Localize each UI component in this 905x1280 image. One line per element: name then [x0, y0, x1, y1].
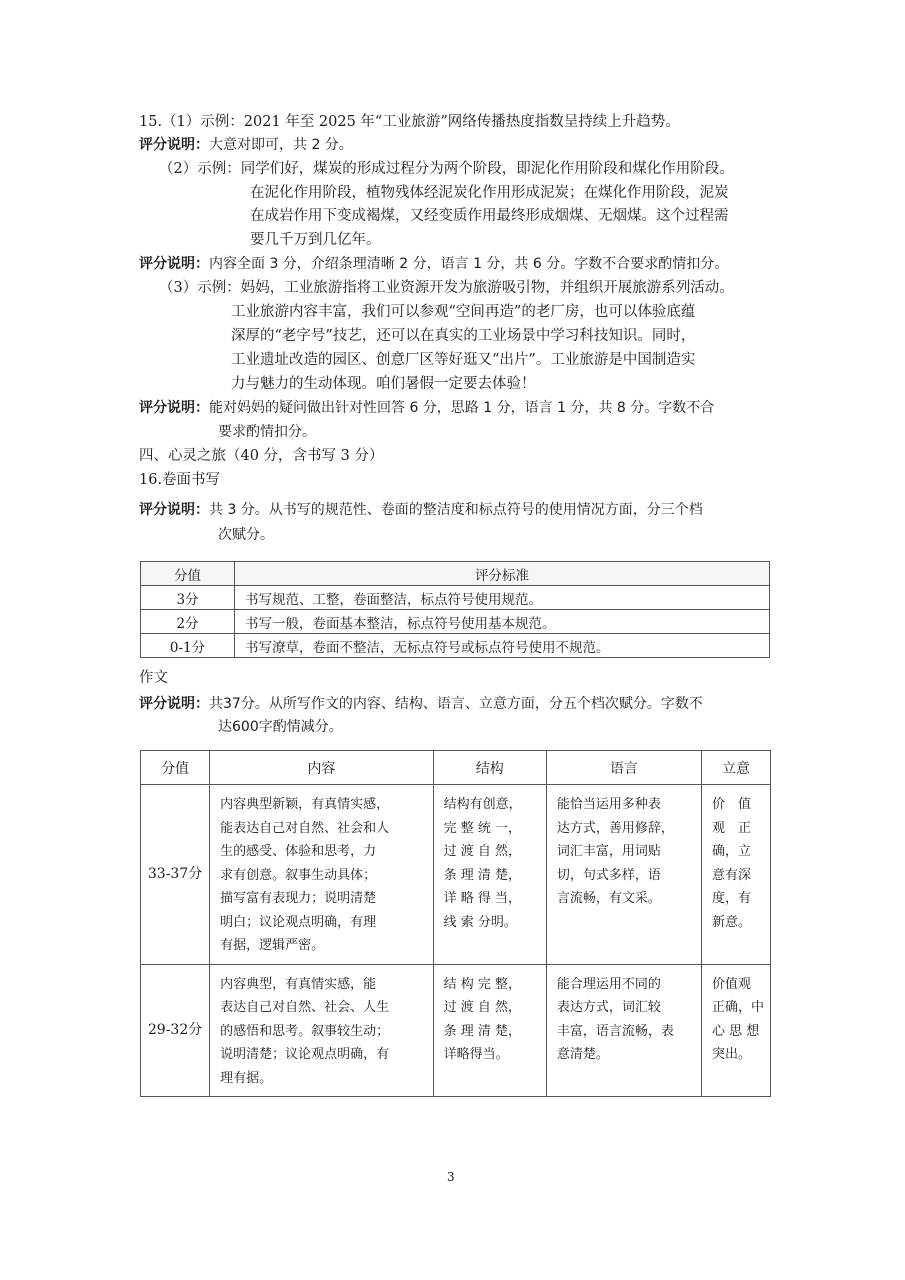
q15-part3-scoring-cont: 要求酌情扣分。 — [218, 424, 316, 440]
q15-part3-line: （3）示例：妈妈，工业旅游指将工业资源开发为旅游吸引物，并组织开展旅游系列活动。 — [159, 280, 734, 296]
cell-line: 意清楚。 — [556, 1047, 609, 1062]
score-cell: 29-32分 — [141, 964, 210, 1097]
scoring-label: 评分说明： — [139, 400, 209, 416]
q15-part3-line: 工业遗址改造的园区、创意厂区等好逛又“出片”。工业旅游是中国制造实 — [231, 352, 696, 368]
q16-title: 16.卷面书写 — [139, 472, 221, 488]
q15-part3-scoring — [139, 398, 714, 418]
q15-part3-line: 工业旅游内容丰富，我们可以参观“空间再造”的老厂房，也可以体验底蕴 — [231, 304, 696, 320]
score-cell: 3分 — [141, 586, 235, 610]
language-cell — [546, 785, 701, 965]
q15-part2-line: （2）示例：同学们好，煤炭的形成过程分为两个阶段，即泥化作用阶段和煤化作用阶段。 — [159, 161, 734, 177]
cell-line: 切，句式多样，语 — [556, 867, 661, 883]
header-idea: 立意 — [701, 751, 770, 785]
writing-criteria-table — [140, 561, 770, 658]
criteria-cell: 书写规范、工整，卷面整洁，标点符号使用规范。 — [235, 586, 770, 610]
q15-part2-line: 要几千万到几亿年。 — [250, 232, 381, 248]
table-row — [141, 610, 770, 634]
page-number: 3 — [447, 1170, 455, 1184]
scoring-text: 能对妈妈的疑问做出针对性回答 6 分，思路 1 分，语言 1 分，共 8 分。字数不合 — [209, 400, 715, 416]
cell-line: 价值观 — [711, 976, 751, 992]
q15-part2-line: 在成岩作用下变成褐煤，又经变质作用最终形成烟煤、无烟煤。这个过程需 — [250, 208, 729, 224]
cell-line: 的感悟和思考。叙事较生动； — [220, 1023, 390, 1039]
header-structure: 结构 — [433, 751, 546, 785]
structure-cell — [433, 964, 546, 1097]
q15-part1: 15.（1）示例：2021 年至 2025 年“工业旅游”网络传播热度指数呈持续上升趋势。 — [139, 114, 680, 130]
content-cell — [210, 785, 433, 965]
cell-line: 心 思 想 — [711, 1023, 760, 1039]
header-language: 语言 — [546, 751, 701, 785]
table-header-row — [141, 751, 771, 785]
language-cell — [546, 964, 701, 1097]
table-row — [141, 634, 770, 658]
header-score: 分值 — [141, 562, 235, 586]
cell-line: 条 理 清 楚， — [443, 867, 521, 883]
cell-line: 过 渡 自 然， — [443, 1000, 521, 1015]
cell-line: 价 值 — [711, 797, 751, 812]
scoring-text: 大意对即可，共 2 分。 — [209, 137, 353, 153]
table-row — [141, 785, 771, 965]
header-content: 内容 — [210, 751, 433, 785]
cell-line: 能表达自己对自然、社会和人 — [220, 820, 390, 836]
cell-line: 观 正 — [711, 820, 751, 836]
cell-line: 说明清楚；议论观点明确，有 — [220, 1047, 390, 1062]
cell-line: 明白；议论观点明确，有理 — [220, 914, 377, 930]
score-cell: 33-37分 — [141, 785, 210, 965]
cell-line: 新意。 — [711, 914, 751, 930]
cell-line: 结构有创意， — [443, 797, 522, 812]
idea-cell — [701, 785, 770, 965]
table-row — [141, 586, 770, 610]
cell-line: 有据，逻辑严密。 — [220, 938, 325, 953]
essay-scoring — [139, 694, 703, 714]
structure-cell — [433, 785, 546, 965]
cell-line: 确，立 — [711, 844, 751, 859]
q16-scoring-cont: 次赋分。 — [218, 527, 274, 543]
cell-line: 求有创意。叙事生动具体； — [220, 867, 377, 883]
cell-line: 突出。 — [711, 1047, 751, 1062]
cell-line: 完 整 统 一， — [443, 820, 521, 836]
table-row — [141, 964, 771, 1097]
cell-line: 词汇丰富，用词贴 — [556, 844, 661, 859]
header-score: 分值 — [141, 751, 210, 785]
cell-line: 描写富有表现力；说明清楚 — [220, 891, 377, 906]
scoring-label: 评分说明： — [139, 137, 209, 153]
cell-line: 理有据。 — [220, 1070, 273, 1086]
cell-line: 线 索 分明。 — [443, 914, 517, 930]
q15-part3-line: 深厚的“老字号”技艺，还可以在真实的工业场景中学习科技知识。同时， — [231, 328, 696, 344]
score-cell: 0-1分 — [141, 634, 235, 658]
scoring-label: 评分说明： — [139, 696, 209, 712]
q15-part2-line: 在泥化作用阶段，植物残体经泥炭化作用形成泥炭；在煤化作用阶段，泥炭 — [250, 185, 729, 201]
scoring-label: 评分说明： — [139, 256, 209, 272]
cell-line: 度，有 — [711, 891, 751, 906]
cell-line: 达方式，善用修辞， — [556, 820, 674, 836]
idea-cell — [701, 964, 770, 1097]
criteria-cell: 书写一般，卷面基本整洁，标点符号使用基本规范。 — [235, 610, 770, 634]
cell-line: 详略得当。 — [443, 1047, 509, 1062]
cell-line: 详 略 得 当， — [443, 891, 521, 906]
score-cell: 2分 — [141, 610, 235, 634]
cell-line: 能合理运用不同的 — [556, 976, 661, 992]
cell-line: 结 构 完 整， — [443, 976, 521, 992]
scoring-text: 共 3 分。从书写的规范性、卷面的整洁度和标点符号的使用情况方面，分三个档 — [209, 502, 703, 518]
cell-line: 表达自己对自然、社会、人生 — [220, 1000, 390, 1015]
section-heading: 四、心灵之旅（40 分，含书写 3 分） — [139, 448, 384, 464]
cell-line: 正确，中 — [711, 1000, 764, 1015]
table-header-row — [141, 562, 770, 586]
cell-line: 条 理 清 楚， — [443, 1023, 521, 1039]
cell-line: 言流畅，有文采。 — [556, 891, 661, 906]
q16-scoring — [139, 500, 703, 520]
scoring-text: 内容全面 3 分，介绍条理清晰 2 分，语言 1 分，共 6 分。字数不合要求酌情扣分。 — [209, 256, 729, 272]
cell-line: 过 渡 自 然， — [443, 844, 521, 859]
header-criteria: 评分标准 — [235, 562, 770, 586]
q15-part1-scoring — [139, 135, 353, 155]
essay-criteria-table — [140, 750, 771, 1097]
scoring-text: 共37分。从所写作文的内容、结构、语言、立意方面，分五个档次赋分。字数不 — [209, 696, 703, 712]
cell-line: 意有深 — [711, 867, 751, 883]
cell-line: 表达方式，词汇较 — [556, 1000, 661, 1015]
cell-line: 丰富，语言流畅，表 — [556, 1023, 674, 1039]
q15-part3-line: 力与魅力的生动体现。咱们暑假一定要去体验！ — [231, 376, 536, 392]
essay-scoring-cont: 达600字酌情减分。 — [218, 719, 343, 735]
scoring-label: 评分说明： — [139, 502, 209, 518]
cell-line: 内容典型新颖，有真情实感， — [220, 797, 390, 812]
content-cell — [210, 964, 433, 1097]
cell-line: 生的感受、体验和思考，力 — [220, 844, 377, 859]
cell-line: 内容典型，有真情实感，能 — [220, 976, 377, 992]
criteria-cell: 书写潦草，卷面不整洁，无标点符号或标点符号使用不规范。 — [235, 634, 770, 658]
q15-part2-scoring — [139, 254, 728, 274]
cell-line: 能恰当运用多种表 — [556, 797, 661, 812]
essay-title: 作文 — [139, 670, 168, 686]
